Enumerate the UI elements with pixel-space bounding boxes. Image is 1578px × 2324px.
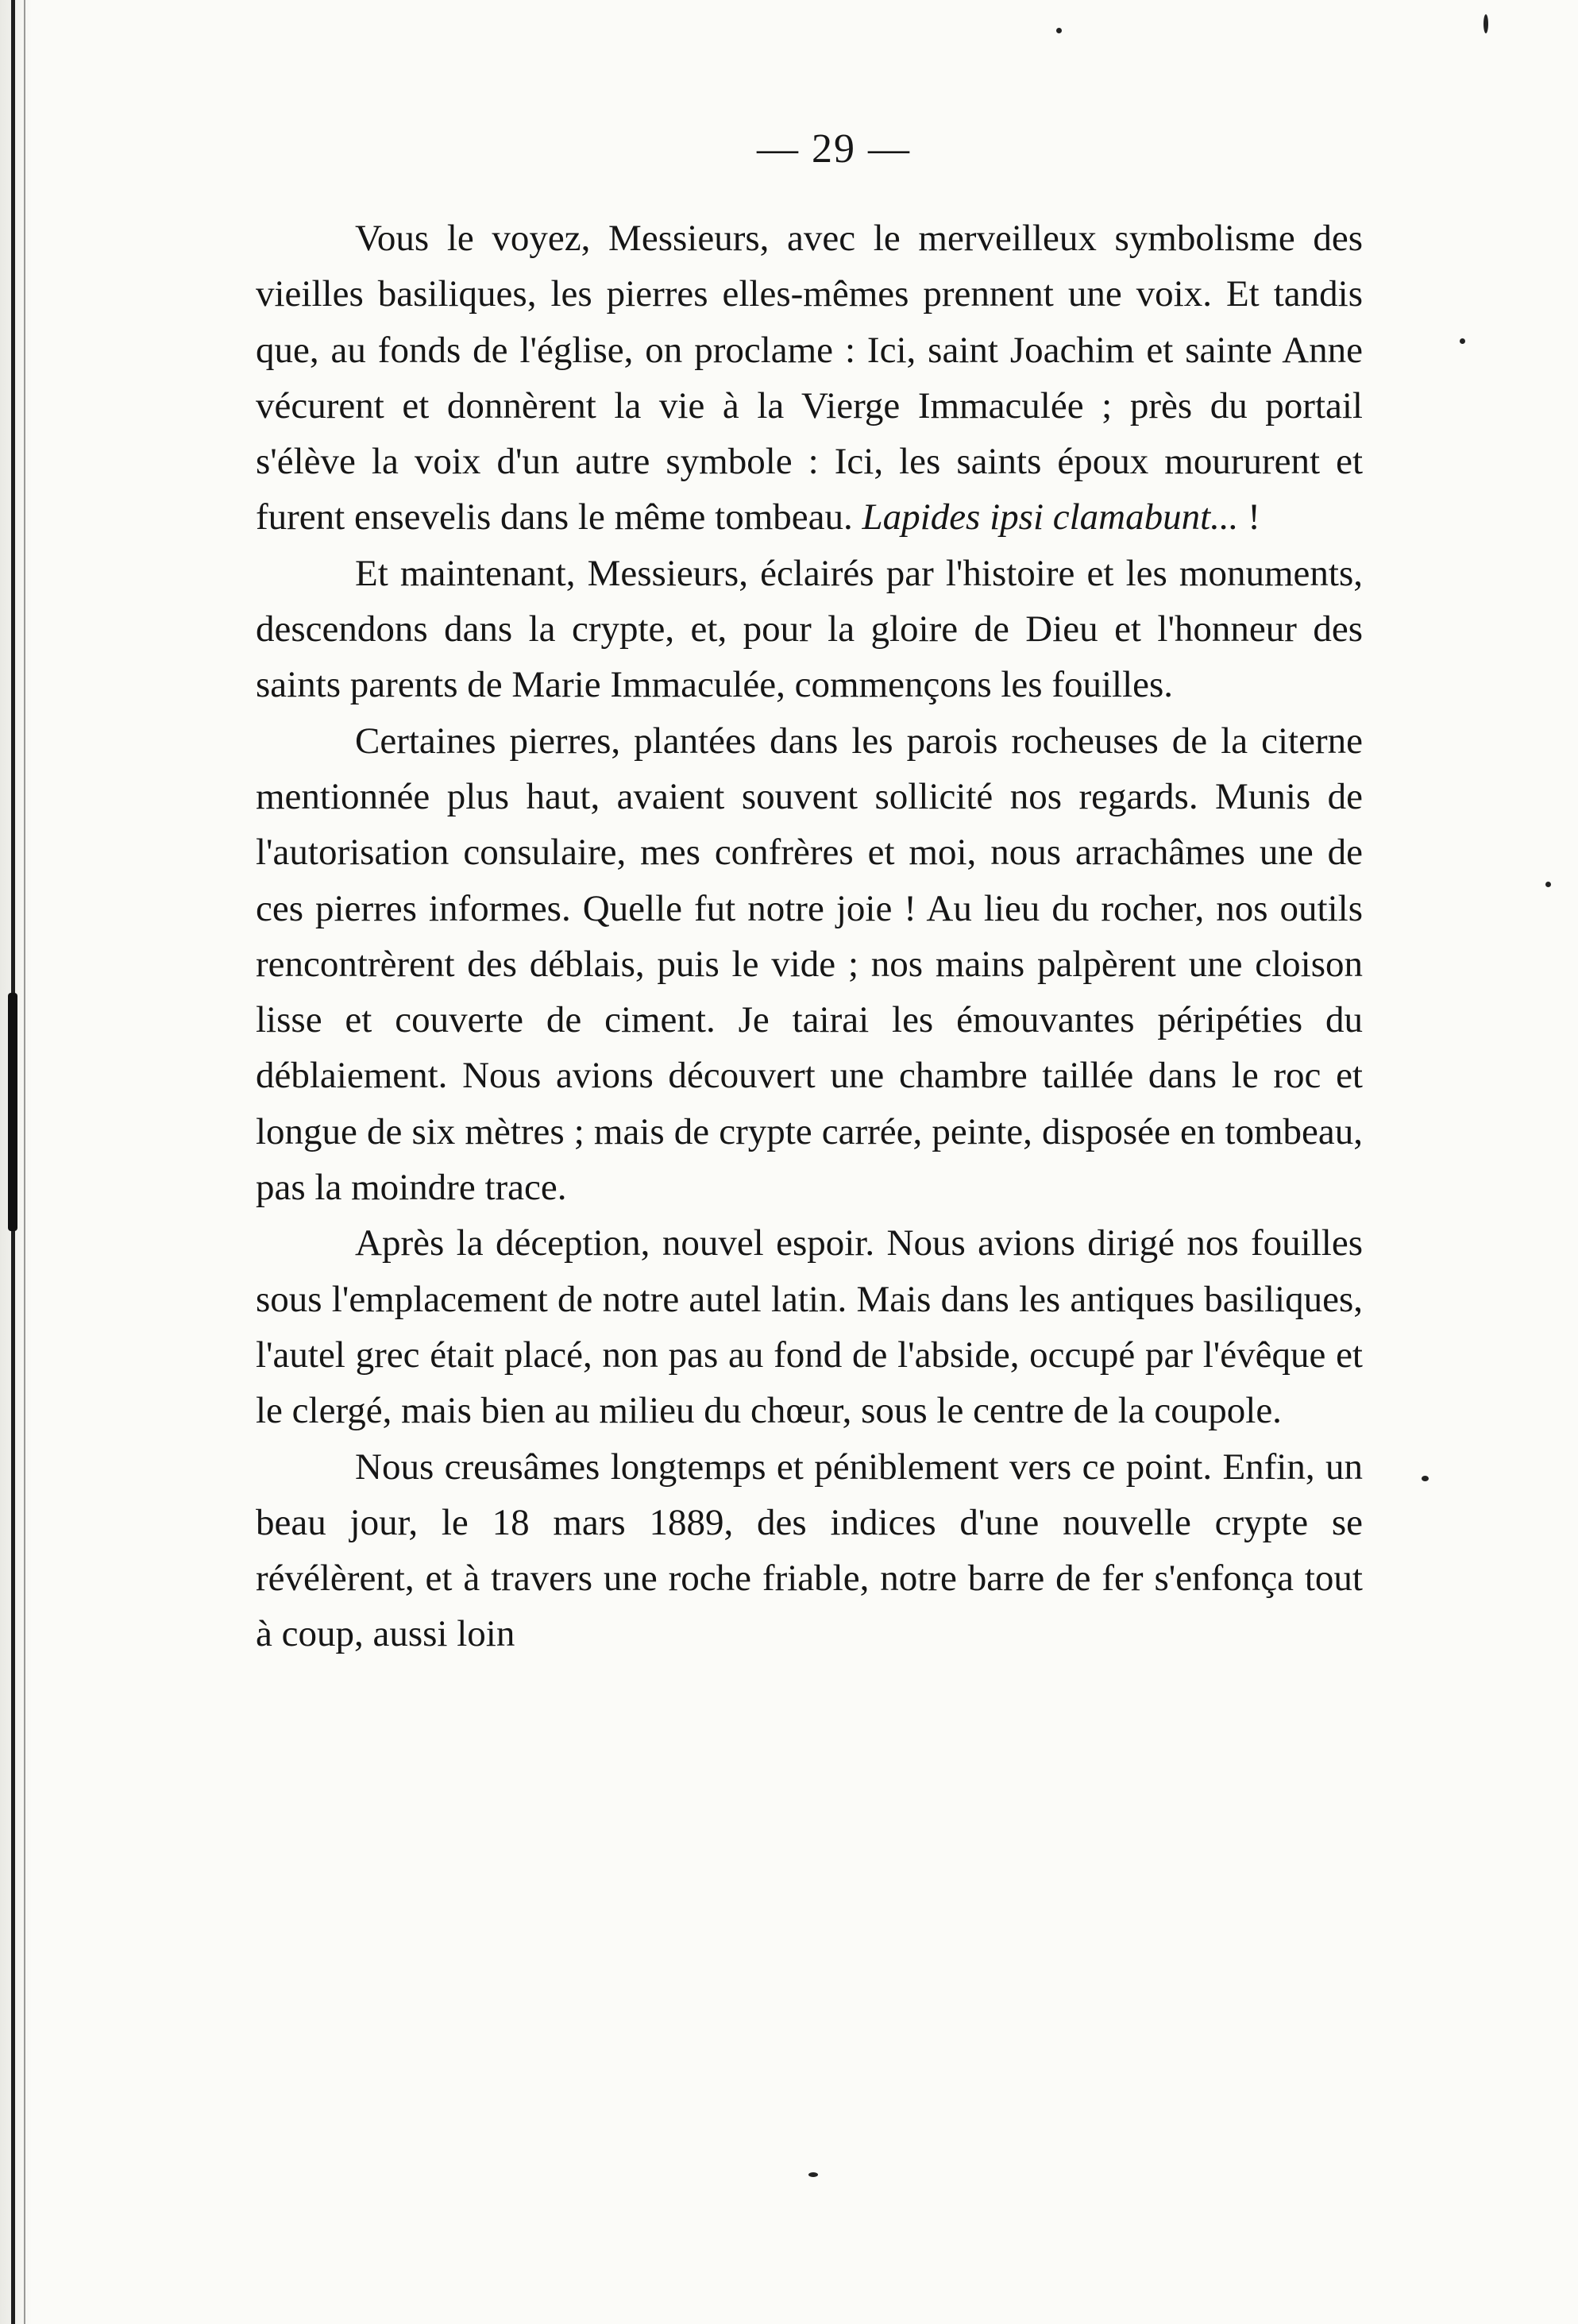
gutter-binding-mark	[8, 993, 17, 1231]
scan-speck	[1545, 882, 1551, 887]
paragraph-1	[256, 210, 1363, 546]
scan-speck	[1056, 28, 1062, 33]
body-text	[256, 210, 1363, 1662]
book-gutter	[0, 0, 32, 2324]
paragraph-2: Et maintenant, Messieurs, éclairés par l'histoire et les monuments, descendons dans la crypte, et, pour la gloire de Dieu et l'honneur des saints parents de Marie Immaculée, commençons les fouilles.	[256, 552, 1363, 706]
scan-speck	[1460, 338, 1465, 344]
paragraph-3: Certaines pierres, plantées dans les parois rocheuses de la citerne mentionnée plus haut, avaient souvent sollicité nos regards. Munis de l'autorisation consulaire, mes confrères et moi, nous arrachâmes une de ces pierres informes. Quelle fut notre joie ! Au lieu du rocher, nos outils rencontrèrent des déblais, puis le vide ; nos mains palpèrent une cloison lisse et couverte de ciment. Je tairai les émouvantes péripéties du déblaiement. Nous avions découvert une chambre taillée dans le roc et longue de six mètres ; mais de crypte carrée, peinte, disposée en tombeau, pas la moindre trace.	[256, 720, 1363, 1209]
scan-speck	[1483, 14, 1488, 33]
gutter-shadow-line	[24, 0, 25, 2324]
paragraph-5: Nous creusâmes longtemps et péniblement vers ce point. Enfin, un beau jour, le 18 mars 1889, des indices d'une nouvelle crypte se révélèrent, et à travers une roche friable, notre barre de fer s'enfonça tout à coup, aussi loin	[256, 1446, 1363, 1655]
paragraph-1-text: Vous le voyez, Messieurs, avec le merveilleux symbolisme des vieilles basiliques, les pierres elles-mêmes prennent une voix. Et tandis que, au fonds de l'église, on proclame : Ici, saint Joachim et sainte Anne vécurent et donnèrent la vie à la Vierge Immaculée ; près du portail s'élève la voix d'un autre symbole : Ici, les saints époux moururent et furent ensevelis dans le même tombeau.	[256, 218, 1363, 539]
scan-speck	[1422, 1476, 1429, 1481]
paragraph-4: Après la déception, nouvel espoir. Nous avions dirigé nos fouilles sous l'emplacement de notre autel latin. Mais dans les antiques basiliques, l'autel grec était placé, non pas au fond de l'abside, occupé par l'évêque et le clergé, mais bien au milieu du chœur, sous le centre de la coupole.	[256, 1222, 1363, 1432]
paragraph-1-end: !	[1248, 496, 1260, 539]
page-number: — 29 —	[757, 126, 911, 172]
scan-speck	[808, 2172, 818, 2177]
latin-quote: Lapides ipsi clamabunt...	[862, 496, 1239, 539]
